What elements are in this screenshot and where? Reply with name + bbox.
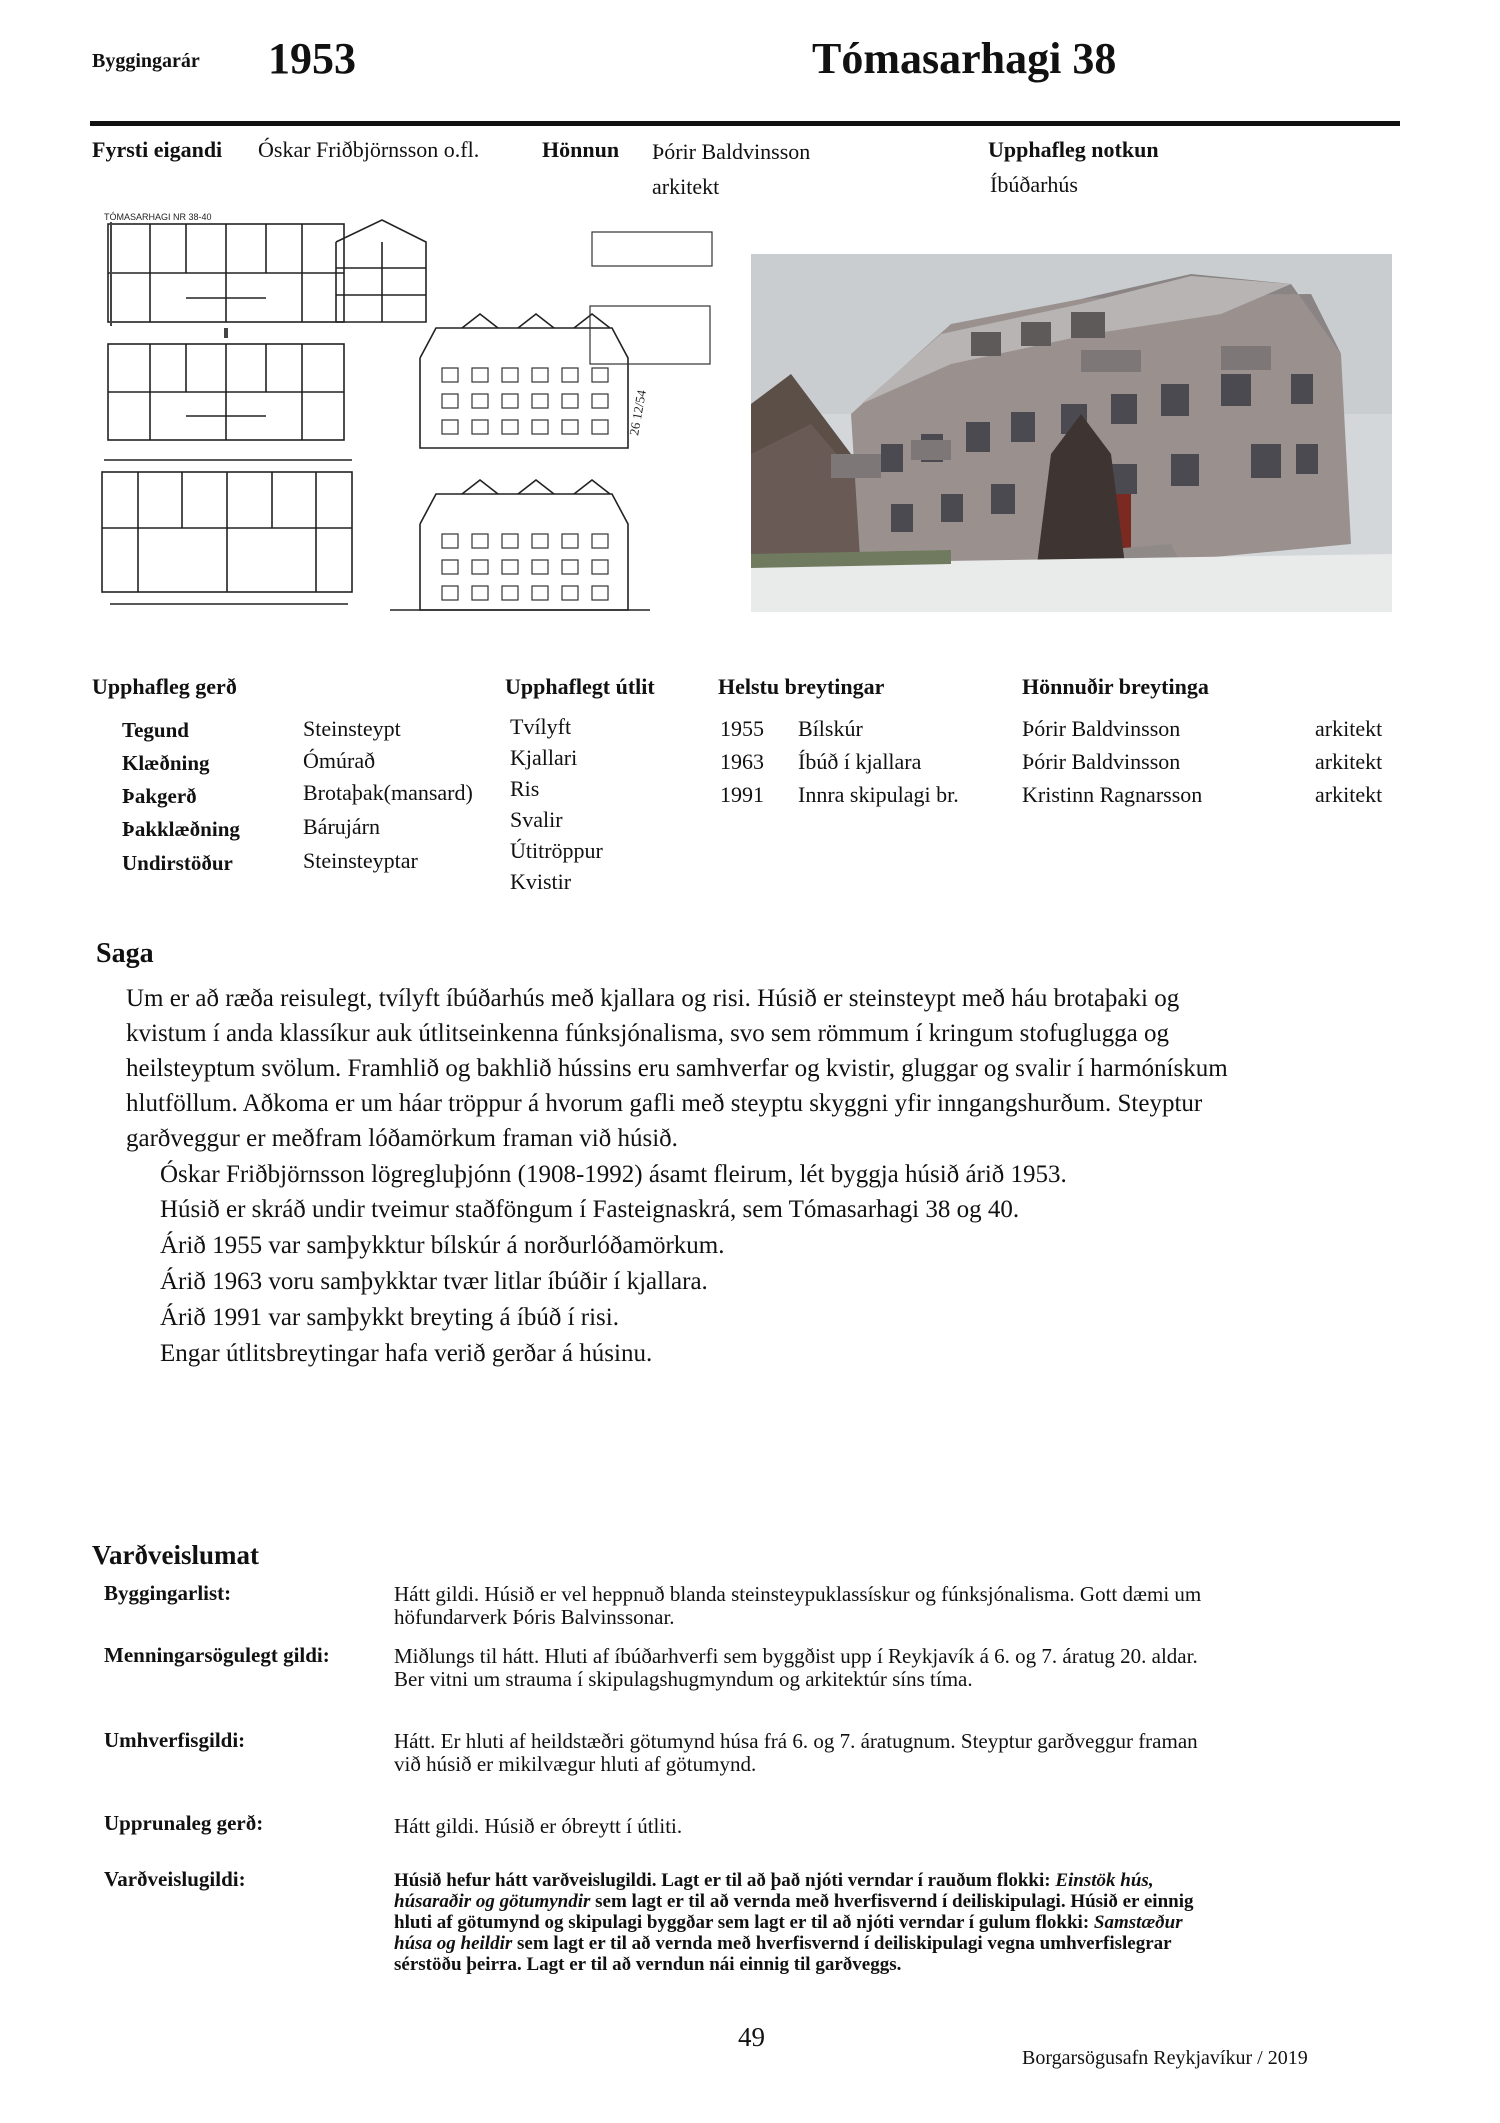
roof-cladding-value: Bárujárn: [303, 814, 380, 839]
type-label: Tegund: [122, 718, 189, 742]
designer-name: Þórir Baldvinsson: [652, 139, 811, 164]
change-designer-title: arkitekt: [1315, 716, 1383, 741]
change-designers-heading: Hönnuðir breytinga: [1022, 674, 1209, 699]
saga-line: Um er að ræða reisulegt, tvílyft íbúðarhús með kjallara og risi. Húsið er steinsteypt með háu brotaþaki og: [126, 985, 1180, 1012]
original-form-text: Hátt gildi. Húsið er óbreytt í útliti.: [394, 1814, 683, 1838]
environment-text: við húsið er mikilvægur hluti af götumynd.: [394, 1752, 757, 1776]
designer-title: arkitekt: [652, 174, 720, 199]
environment-text: Hátt. Er hluti af heildstæðri götumynd húsa frá 6. og 7. áratugnum. Steyptur garðveggur framan: [394, 1729, 1198, 1753]
cultural-value-text: Miðlungs til hátt. Hluti af íbúðarhverfi sem byggðist upp í Reykjavík á 6. og 7. áratug 20. aldar.: [394, 1644, 1198, 1668]
change-description: Bílskúr: [798, 716, 863, 741]
change-designer-title: arkitekt: [1315, 782, 1383, 807]
drawing-title: TÓMASARHAGI NR 38-40: [104, 212, 212, 222]
architecture-text: höfundarverk Þóris Balvinssonar.: [394, 1605, 675, 1629]
saga-line: Húsið er skráð undir tveimur staðföngum í Fasteignaskrá, sem Tómasarhagi 38 og 40.: [160, 1196, 1020, 1223]
page-number: 49: [738, 2022, 765, 2052]
preservation-value-text: húsaraðir og götumyndir sem lagt er til að vernda með hverfisvernd í deiliskipulagi. Húsið er einnig: [394, 1891, 1194, 1912]
cultural-value-label: Menningarsögulegt gildi:: [104, 1643, 330, 1667]
original-use-label: Upphafleg notkun: [988, 137, 1159, 162]
look-item: Kvistir: [510, 869, 572, 894]
preservation-value-label: Varðveislugildi:: [104, 1867, 246, 1891]
architecture-text: Hátt gildi. Húsið er vel heppnuð blanda steinsteypuklassískur og fúnksjónalisma. Gott dæmi um: [394, 1582, 1202, 1606]
change-year: 1991: [720, 782, 764, 807]
change-designer: Þórir Baldvinsson: [1022, 749, 1181, 774]
preservation-value-text: hluti af götumynd og skipulagi byggðar sem lagt er til að njóti verndar í gulum flokki: Samstæður: [394, 1912, 1183, 1933]
roof-type-value: Brotaþak(mansard): [303, 780, 473, 805]
original-form-label: Upprunaleg gerð:: [104, 1811, 264, 1835]
owner-label: Fyrsti eigandi: [92, 137, 223, 162]
environment-label: Umhverfisgildi:: [104, 1728, 246, 1752]
look-item: Svalir: [510, 807, 563, 832]
preservation-value-text: Húsið hefur hátt varðveislugildi. Lagt er til að það njóti verndar í rauðum flokki: Einstök hús,: [394, 1870, 1154, 1891]
cladding-label: Klæðning: [122, 751, 210, 775]
preservation-value-text: húsa og heildir sem lagt er til að vernda með hverfisvernd í deiliskipulagi vegna umhverfislegrar: [394, 1933, 1172, 1954]
header-divider: [90, 121, 1400, 126]
change-year: 1963: [720, 749, 764, 774]
look-item: Útitröppur: [510, 838, 603, 863]
change-designer: Þórir Baldvinsson: [1022, 716, 1181, 741]
house-photo: [751, 254, 1392, 612]
change-designer: Kristinn Ragnarsson: [1022, 782, 1203, 807]
type-value: Steinsteypt: [303, 716, 401, 741]
change-year: 1955: [720, 716, 764, 741]
preservation-heading: Varðveislumat: [92, 1540, 259, 1570]
preservation-value-text: sérstöðu þeirra. Lagt er til að verndun nái einnig til garðveggs.: [394, 1954, 902, 1975]
look-item: Ris: [510, 776, 540, 801]
original-use-value: Íbúðarhús: [990, 172, 1078, 197]
foundation-label: Undirstöður: [122, 851, 233, 875]
saga-heading: Saga: [96, 938, 154, 969]
owner-value: Óskar Friðbjörnsson o.fl.: [258, 137, 480, 162]
roof-type-label: Þakgerð: [122, 784, 197, 808]
change-description: Innra skipulagi br.: [798, 782, 959, 807]
page-title: Tómasarhagi 38: [812, 34, 1117, 83]
foundation-value: Steinsteyptar: [303, 848, 418, 873]
build-year: 1953: [268, 34, 356, 83]
saga-line: garðveggur er meðfram lóðamörkum framan við húsið.: [126, 1125, 678, 1152]
saga-line: Árið 1963 voru samþykktar tvær litlar íbúðir í kjallara.: [160, 1268, 708, 1295]
change-designer-title: arkitekt: [1315, 749, 1383, 774]
roof-cladding-label: Þakklæðning: [122, 817, 240, 841]
architecture-label: Byggingarlist:: [104, 1581, 232, 1605]
saga-line: heilsteyptum svölum. Framhlið og bakhlið hússins eru samhverfar og kvistir, gluggar og svalir í harmónískum: [126, 1055, 1228, 1082]
saga-line: Árið 1991 var samþykkt breyting á íbúð í risi.: [160, 1304, 619, 1331]
look-item: Kjallari: [510, 745, 578, 770]
saga-line: Óskar Friðbjörnsson lögregluþjónn (1908-1992) ásamt fleirum, lét byggja húsið árið 1953.: [160, 1161, 1067, 1188]
changes-heading: Helstu breytingar: [718, 674, 885, 699]
architectural-drawing: [90, 210, 728, 658]
design-label: Hönnun: [542, 137, 620, 162]
saga-line: Árið 1955 var samþykktur bílskúr á norðurlóðamörkum.: [160, 1232, 725, 1259]
drawing-annotation: 26 12/54: [626, 388, 649, 437]
year-label: Byggingarár: [92, 50, 200, 72]
saga-line: Engar útlitsbreytingar hafa verið gerðar á húsinu.: [160, 1340, 653, 1367]
original-type-heading: Upphafleg gerð: [92, 674, 237, 699]
saga-line: hlutföllum. Aðkoma er um háar tröppur á hvorum gafli með steyptu skyggni yfir inngangshurðum. Steyptur: [126, 1090, 1203, 1117]
change-description: Íbúð í kjallara: [798, 749, 922, 774]
cultural-value-text: Ber vitni um strauma í skipulagshugmyndum og arkitektúr síns tíma.: [394, 1667, 973, 1691]
original-look-heading: Upphaflegt útlit: [505, 674, 655, 699]
footer-credit: Borgarsögusafn Reykjavíkur / 2019: [1022, 2047, 1308, 2069]
look-item: Tvílyft: [510, 714, 572, 739]
cladding-value: Ómúrað: [303, 748, 376, 773]
saga-line: kvistum í anda klassíkur auk útlitseinkenna fúnksjónalisma, svo sem römmum í kringum stofuglugga og: [126, 1020, 1169, 1047]
